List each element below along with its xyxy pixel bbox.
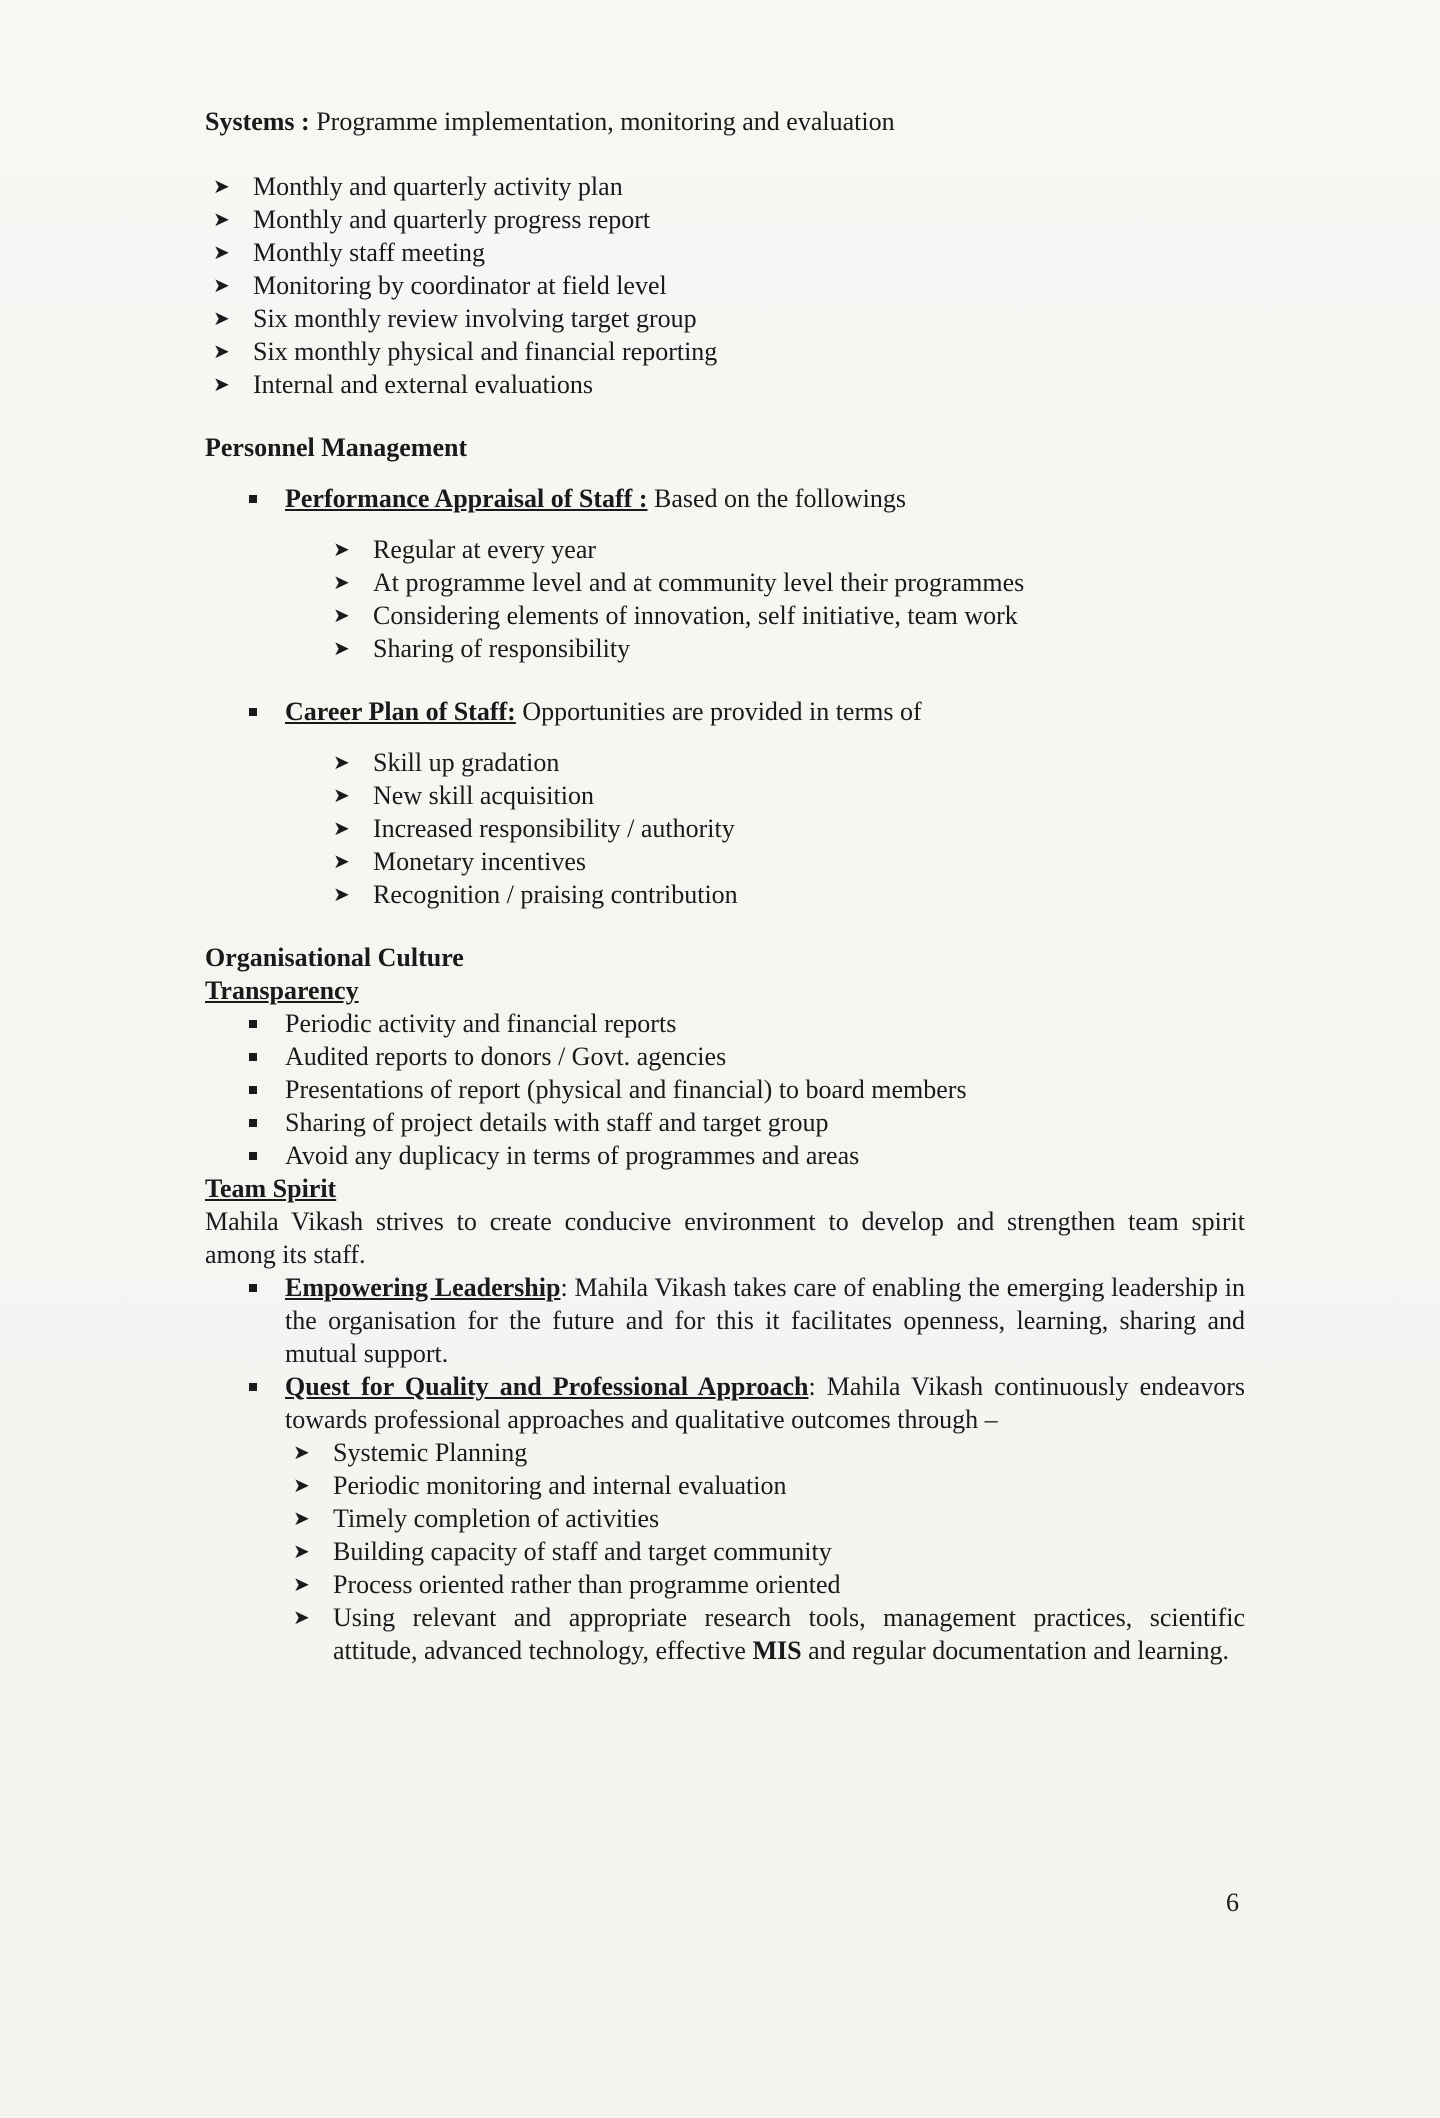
list-item: ➤ Increased responsibility / authority: [325, 812, 1245, 845]
personnel-heading: Personnel Management: [205, 433, 468, 462]
list-item: ➤ Considering elements of innovation, self initiative, team work: [325, 599, 1245, 632]
list-item: ➤ Process oriented rather than programme oriented: [285, 1568, 1245, 1601]
list-item: ➤ Regular at every year: [325, 533, 1245, 566]
systems-text: Programme implementation, monitoring and evaluation: [316, 107, 895, 136]
list-item: ➤ New skill acquisition: [325, 779, 1245, 812]
leadership-text: : Mahila Vikash takes care of enabling the emerging leadership in the organisation for the future and for this it facilitates openness, learning, sharing and mutual support.: [285, 1273, 1245, 1368]
list-item: ➤ Monthly and quarterly progress report: [205, 203, 1245, 236]
quest-sublist: [285, 1436, 1245, 1667]
appraisal-text: Based on the followings: [647, 484, 907, 513]
list-item: ➤ Monetary incentives: [325, 845, 1245, 878]
list-item: ➤ Building capacity of staff and target community: [285, 1535, 1245, 1568]
list-item: ➤ Six monthly review involving target group: [205, 302, 1245, 335]
leadership-item: [205, 1271, 1245, 1370]
transparency-title: Transparency: [205, 976, 359, 1005]
page-content: [205, 105, 1245, 1667]
quest-text: : Mahila Vikash continuously endeavors towards professional approaches and qualitative outcomes through –: [285, 1372, 1245, 1434]
team-spirit-text: Mahila Vikash strives to create conducive environment to develop and strengthen team spirit among its staff.: [205, 1207, 1245, 1269]
list-item: [285, 1601, 1245, 1667]
page-number: 6: [1226, 1888, 1239, 1917]
last-item-end: and regular documentation and learning.: [801, 1636, 1229, 1665]
list-item: ➤ Skill up gradation: [325, 746, 1245, 779]
list-item: Sharing of project details with staff and target group: [205, 1106, 1245, 1139]
list-item: Presentations of report (physical and financial) to board members: [205, 1073, 1245, 1106]
career-sublist: [325, 746, 1245, 911]
personnel-list: [205, 482, 1245, 911]
appraisal-title: Performance Appraisal of Staff :: [285, 484, 648, 513]
career-title: Career Plan of Staff:: [285, 697, 516, 726]
career-text: Opportunities are provided in terms of: [515, 697, 922, 726]
list-item: Periodic activity and financial reports: [205, 1007, 1245, 1040]
list-item: ➤ At programme level and at community level their programmes: [325, 566, 1245, 599]
list-item: Avoid any duplicacy in terms of programmes and areas: [205, 1139, 1245, 1172]
career-item: [205, 695, 1245, 911]
list-item: ➤ Recognition / praising contribution: [325, 878, 1245, 911]
list-item: ➤ Internal and external evaluations: [205, 368, 1245, 401]
culture-heading: Organisational Culture: [205, 943, 464, 972]
list-item: ➤ Sharing of responsibility: [325, 632, 1245, 665]
list-item: ➤ Six monthly physical and financial reporting: [205, 335, 1245, 368]
list-item: ➤ Timely completion of activities: [285, 1502, 1245, 1535]
leadership-title: Empowering Leadership: [285, 1273, 561, 1302]
mis-text: MIS: [752, 1636, 802, 1665]
list-item: ➤ Monthly staff meeting: [205, 236, 1245, 269]
systems-heading: [205, 105, 1245, 138]
list-item: ➤ Periodic monitoring and internal evaluation: [285, 1469, 1245, 1502]
list-item: ➤ Monitoring by coordinator at field level: [205, 269, 1245, 302]
quest-title: Quest for Quality and Professional Approach: [285, 1372, 809, 1401]
team-spirit-title: Team Spirit: [205, 1174, 337, 1203]
list-item: ➤ Systemic Planning: [285, 1436, 1245, 1469]
systems-list: [205, 170, 1245, 401]
quest-item: [205, 1370, 1245, 1667]
systems-label: Systems :: [205, 107, 310, 136]
appraisal-sublist: [325, 533, 1245, 665]
list-item: Audited reports to donors / Govt. agencies: [205, 1040, 1245, 1073]
appraisal-item: [205, 482, 1245, 695]
last-item-text: Using relevant and appropriate research tools, management practices, scientific attitude, advanced technology, effective: [333, 1603, 1245, 1665]
team-spirit-list: [205, 1271, 1245, 1667]
list-item: ➤ Monthly and quarterly activity plan: [205, 170, 1245, 203]
transparency-list: [205, 1007, 1245, 1172]
